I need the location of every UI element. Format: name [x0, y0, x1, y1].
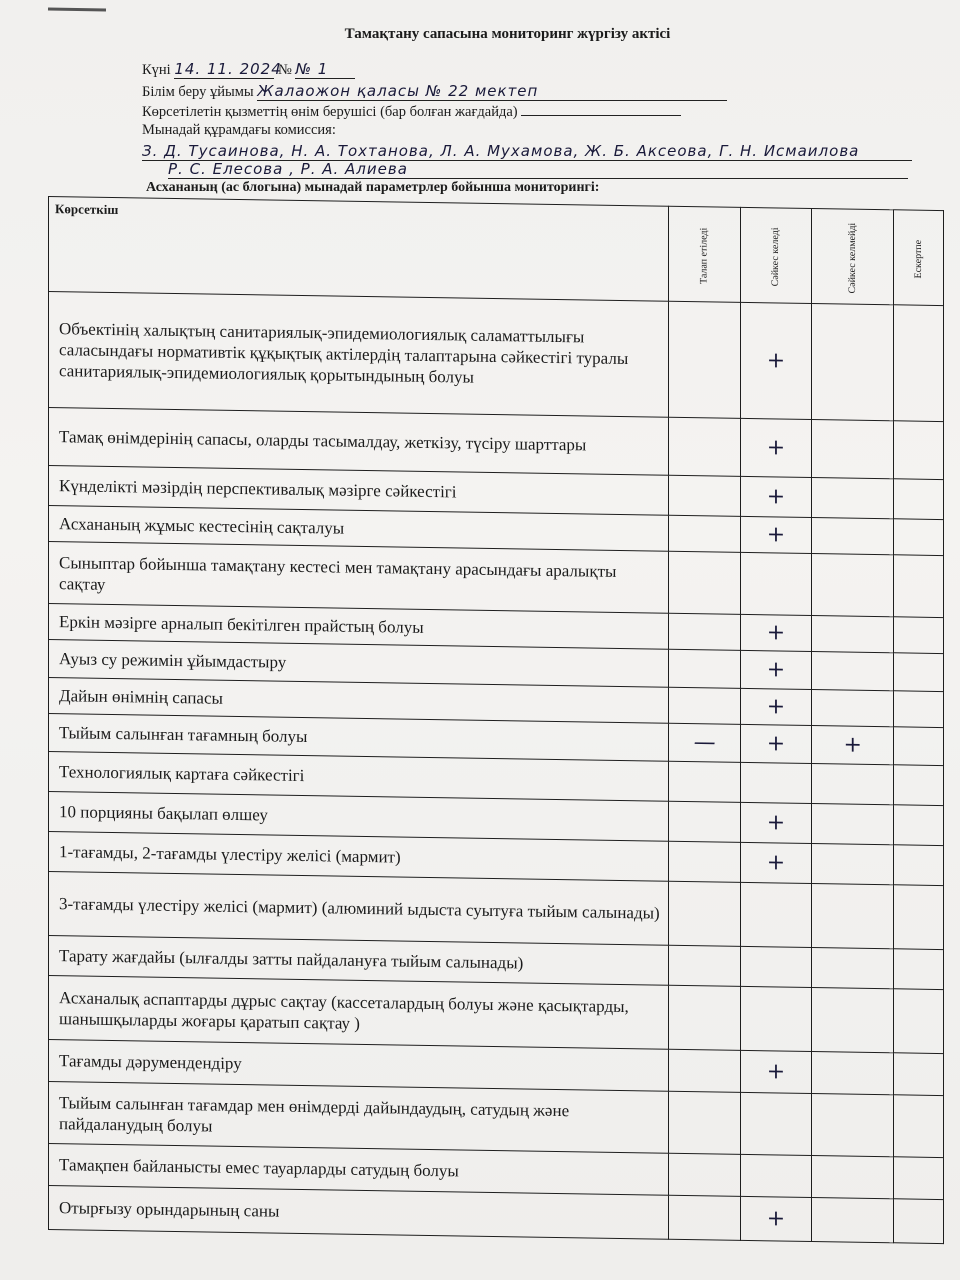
commission-label: Мынадай құрамдағы комиссия: — [142, 122, 336, 138]
compliant-cell: + — [740, 842, 811, 883]
indicator-cell: Тамақпен байланысты емес тауарларды сатудың болуы — [49, 1144, 669, 1196]
required-cell — [669, 801, 740, 842]
noncompliant-cell — [812, 843, 894, 884]
indicator-cell: Технологиялық картаға сәйкестігі — [49, 752, 669, 802]
provider-label: Көрсетілетін қызметтің өнім берушісі (бар болған жағдайда) — [142, 104, 518, 120]
note-cell — [894, 1157, 944, 1200]
compliant-cell: + — [740, 650, 811, 689]
org-value: Жалаожон қаласы № 22 мектеп — [257, 82, 727, 101]
note-cell — [894, 989, 944, 1054]
required-cell — [669, 551, 740, 614]
table-header-row — [49, 197, 944, 306]
indicator-cell: Тарату жағдайы (ылғалды затты пайдалануға тыйым салынады) — [49, 936, 669, 986]
indicator-cell: Тыйым салынған тағамдар мен өнімдерді дайындаудың, сатудың және пайдаланудың болуы — [49, 1082, 669, 1154]
noncompliant-cell — [812, 553, 894, 616]
noncompliant-cell — [812, 883, 894, 948]
commission-line-1: З. Д. Тусаинова, Н. А. Тохтанова, Л. А. Мухамова, Ж. Б. Аксеова, Г. Н. Исмаилова — [142, 142, 912, 161]
org-label: Білім беру ұйымы — [142, 84, 254, 100]
indicator-cell: Ауыз су режимін ұйымдастыру — [49, 640, 669, 688]
note-cell — [894, 1053, 944, 1096]
indicator-cell: 10 порцияны бақылап өлшеу — [49, 792, 669, 842]
indicator-cell: Күнделікті мәзірдің перспективалық мәзірге сәйкестігі — [49, 466, 669, 516]
compliant-cell — [740, 1092, 811, 1155]
required-cell — [669, 649, 740, 688]
noncompliant-cell — [812, 803, 894, 844]
note-cell — [894, 555, 944, 618]
required-cell — [669, 761, 740, 802]
provider-line — [142, 104, 681, 121]
header-note: Ескертпе — [894, 210, 944, 306]
required-cell — [669, 881, 740, 946]
required-cell — [669, 475, 740, 516]
note-cell — [894, 691, 944, 728]
document-title: Тамақтану сапасына мониторинг жүргізу актісі — [344, 26, 671, 42]
compliant-cell — [740, 946, 811, 987]
compliant-cell: + — [740, 802, 811, 843]
compliant-cell — [740, 882, 811, 947]
indicator-cell: Асханалық аспаптарды дұрыс сақтау (кассеталардың болуы және қасықтарды, шанышқыларды жоғары қаратып сақтау ) — [49, 976, 669, 1050]
note-cell — [894, 885, 944, 950]
note-cell — [894, 617, 944, 654]
monitoring-table — [48, 196, 944, 1244]
note-cell — [894, 653, 944, 692]
required-cell — [669, 1049, 740, 1092]
note-cell — [894, 845, 944, 886]
note-cell — [894, 1095, 944, 1158]
header-noncompliant: Сәйкес келмейді — [812, 208, 894, 304]
noncompliant-cell — [812, 763, 894, 804]
indicator-cell: Дайын өнімнің сапасы — [49, 678, 669, 724]
number-value: № 1 — [295, 60, 355, 79]
indicator-cell: Тыйым салынған тағамның болуы — [49, 714, 669, 762]
table-row — [49, 292, 944, 422]
indicator-cell: 1-тағамды, 2-тағамды үлестіру желісі (мармит) — [49, 832, 669, 882]
noncompliant-cell — [812, 419, 894, 478]
indicator-cell: Асхананың жұмыс кестесінің сақталуы — [49, 506, 669, 552]
required-cell — [669, 1153, 740, 1196]
noncompliant-cell — [812, 477, 894, 518]
params-label: Асхананың (ас блогына) мынадай параметрлер бойынша мониторингі: — [146, 180, 600, 195]
note-cell — [894, 421, 944, 480]
compliant-cell: + — [740, 476, 811, 517]
indicator-cell: Объектінің халықтың санитариялық-эпидемиологиялық саламаттылығы саласындағы нормативтік құқықтық актілердің талаптарына сәйкестігі туралы санитариялық-эпидемиологиялық қорытындының болуы — [49, 292, 669, 418]
noncompliant-cell — [812, 1051, 894, 1094]
note-cell — [894, 519, 944, 556]
noncompliant-cell — [812, 517, 894, 554]
noncompliant-cell — [812, 947, 894, 988]
compliant-cell — [740, 762, 811, 803]
header-required: Талап етіледі — [669, 206, 740, 302]
compliant-cell: + — [740, 688, 811, 725]
compliant-cell — [740, 986, 811, 1051]
compliant-cell: + — [740, 516, 811, 553]
required-cell: — — [669, 723, 740, 762]
note-cell — [894, 949, 944, 990]
org-line — [142, 82, 727, 101]
provider-blank — [521, 115, 681, 116]
required-cell — [669, 1091, 740, 1154]
indicator-cell: 3-тағамды үлестіру желісі (мармит) (алюминий ыдыста суытуға тыйым салынады) — [49, 872, 669, 946]
note-cell — [894, 479, 944, 520]
required-cell — [669, 945, 740, 986]
commission-line-2: Р. С. Елесова , Р. А. Алиева — [168, 160, 908, 179]
indicator-cell: Тағамды дәрумендендіру — [49, 1040, 669, 1092]
noncompliant-cell — [812, 1155, 894, 1198]
indicator-cell: Сыныптар бойынша тамақтану кестесі мен тамақтану арасындағы аралықты сақтау — [49, 542, 669, 614]
required-cell — [669, 985, 740, 1050]
compliant-cell: + — [740, 614, 811, 651]
compliant-cell — [740, 1154, 811, 1197]
noncompliant-cell: + — [812, 725, 894, 764]
date-value: 14. 11. 2024 — [174, 60, 282, 78]
date-line — [142, 60, 355, 79]
required-cell — [669, 301, 740, 418]
required-cell — [669, 515, 740, 552]
date-label: Күні — [142, 62, 171, 78]
note-cell — [894, 765, 944, 806]
note-cell — [894, 727, 944, 766]
note-cell — [894, 305, 944, 422]
noncompliant-cell — [812, 987, 894, 1052]
noncompliant-cell — [812, 1093, 894, 1156]
compliant-cell: + — [740, 1196, 811, 1241]
compliant-cell — [740, 552, 811, 615]
required-cell — [669, 1195, 740, 1240]
header-indicator: Көрсеткіш — [49, 197, 669, 302]
noncompliant-cell — [812, 689, 894, 726]
compliant-cell: + — [740, 302, 811, 419]
note-cell — [894, 1199, 944, 1244]
pen-mark — [48, 7, 106, 11]
noncompliant-cell — [812, 651, 894, 690]
indicator-cell: Еркін мәзірге арналып бекітілген прайстың болуы — [49, 604, 669, 650]
compliant-cell: + — [740, 724, 811, 763]
noncompliant-cell — [812, 615, 894, 652]
required-cell — [669, 417, 740, 476]
monitoring-table-wrapper — [48, 196, 944, 1244]
noncompliant-cell — [812, 1197, 894, 1242]
indicator-cell: Отырғызу орындарының саны — [49, 1186, 669, 1240]
required-cell — [669, 613, 740, 650]
noncompliant-cell — [812, 303, 894, 420]
compliant-cell: + — [740, 1050, 811, 1093]
required-cell — [669, 687, 740, 724]
note-cell — [894, 805, 944, 846]
compliant-cell: + — [740, 418, 811, 477]
header-compliant: Сәйкес келеді — [740, 207, 811, 303]
table-body — [49, 292, 944, 1244]
indicator-cell: Тамақ өнімдерінің сапасы, оларды тасымалдау, жеткізу, түсіру шарттары — [49, 408, 669, 476]
number-label: № — [277, 62, 292, 78]
required-cell — [669, 841, 740, 882]
